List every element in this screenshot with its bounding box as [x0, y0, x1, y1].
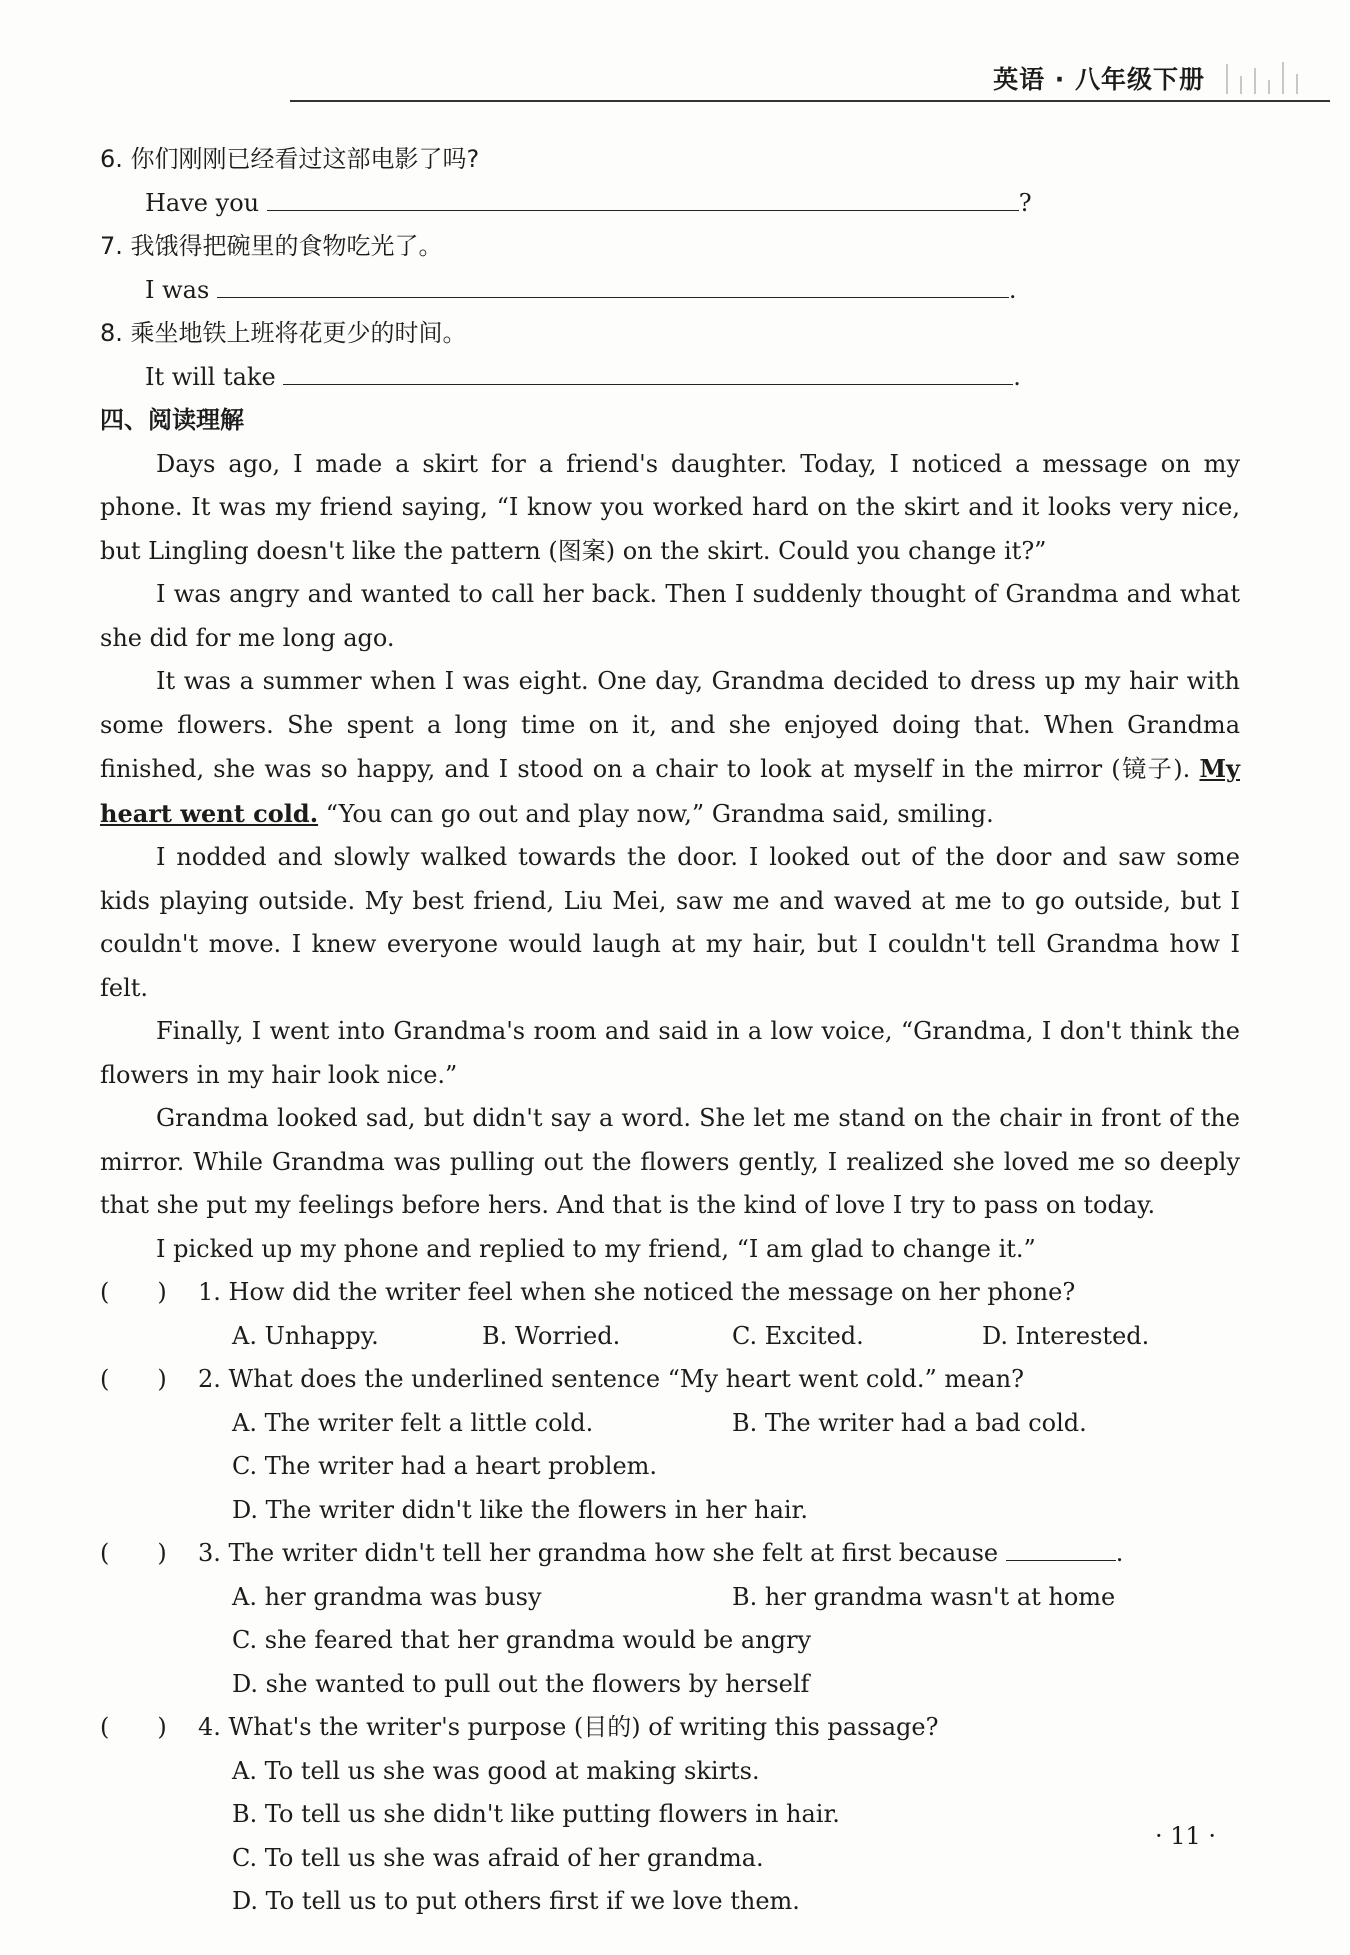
question-number: 2. — [198, 1365, 221, 1393]
option[interactable]: A. To tell us she was good at making skirts. — [232, 1756, 760, 1785]
option[interactable]: A. her grandma was busy — [232, 1582, 542, 1611]
question-number: 4. — [198, 1713, 221, 1741]
question-text: The writer didn't tell her grandma how she felt at first because — [228, 1539, 999, 1567]
page-content — [100, 138, 1240, 1924]
passage-paragraph-3 — [100, 660, 1240, 836]
translation-item-6 — [100, 138, 1240, 182]
answer-bracket[interactable]: ( ) — [100, 1713, 167, 1741]
answer-blank[interactable] — [1006, 1534, 1116, 1561]
option[interactable]: B. her grandma wasn't at home — [732, 1582, 1116, 1611]
question-2-option-d — [100, 1489, 1240, 1533]
end-punct: . — [1115, 1539, 1124, 1567]
option[interactable]: B. The writer had a bad cold. — [732, 1408, 1087, 1437]
translation-item-8 — [100, 312, 1240, 356]
header-decoration — [1220, 58, 1310, 94]
answer-bracket[interactable]: ( ) — [100, 1365, 167, 1393]
translation-answer-7 — [100, 269, 1240, 313]
question-1-options — [100, 1315, 1240, 1359]
question-1 — [100, 1271, 1240, 1315]
answer-bracket[interactable]: ( ) — [100, 1278, 167, 1306]
question-text: How did the writer feel when she noticed the message on her phone? — [228, 1278, 1076, 1306]
question-number: 1. — [198, 1278, 221, 1306]
answer-prompt: It will take — [145, 362, 276, 391]
answer-blank[interactable] — [267, 184, 1019, 211]
question-number: 3. — [198, 1539, 221, 1567]
header-rule — [290, 100, 1330, 102]
page-header — [290, 56, 1330, 102]
translation-answer-6 — [100, 182, 1240, 226]
option[interactable]: D. To tell us to put others first if we love them. — [232, 1887, 800, 1915]
underlined-sentence: My heart went cold. — [100, 754, 1240, 828]
option[interactable]: D. The writer didn't like the flowers in her hair. — [232, 1495, 809, 1524]
question-4 — [100, 1706, 1240, 1750]
chinese-sentence: 你们刚刚已经看过这部电影了吗? — [130, 145, 480, 173]
question-4-option-a — [100, 1750, 1240, 1794]
chinese-sentence: 我饿得把碗里的食物吃光了。 — [130, 232, 443, 260]
question-text: What does the underlined sentence “My heart went cold.” mean? — [228, 1365, 1024, 1393]
option[interactable]: B. Worried. — [482, 1321, 621, 1350]
item-number: 8. — [100, 319, 123, 347]
translation-item-7 — [100, 225, 1240, 269]
passage-paragraph-4: I nodded and slowly walked towards the door. I looked out of the door and saw some kids playing outside. My best friend, Liu Mei, saw me and waved at me to go outside, but I couldn't move. I knew everyone would laugh at my hair, but I couldn't tell Grandma how I felt. — [100, 843, 1240, 1002]
passage-paragraph-5: Finally, I went into Grandma's room and said in a low voice, “Grandma, I don't think the flowers in my hair look nice.” — [100, 1017, 1240, 1089]
question-3 — [100, 1532, 1240, 1576]
passage-paragraph-1: Days ago, I made a skirt for a friend's daughter. Today, I noticed a message on my phone. It was my friend saying, “I know you worked hard on the skirt and it looks very nice, but Lingling doesn't like the pattern (图案) on the skirt. Could you change it?” — [100, 449, 1240, 565]
header-title: 英语 · 八年级下册 — [993, 65, 1205, 94]
section-title: 四、阅读理解 — [100, 406, 244, 434]
item-number: 6. — [100, 145, 123, 173]
question-2-option-c — [100, 1445, 1240, 1489]
question-4-option-b — [100, 1793, 1240, 1837]
passage-paragraph-2: I was angry and wanted to call her back. Then I suddenly thought of Grandma and what she did for me long ago. — [100, 580, 1240, 652]
option[interactable]: C. she feared that her grandma would be angry — [232, 1626, 812, 1654]
option[interactable]: C. The writer had a heart problem. — [232, 1452, 658, 1480]
passage-paragraph-7: I picked up my phone and replied to my friend, “I am glad to change it.” — [156, 1234, 1036, 1263]
answer-blank[interactable] — [283, 358, 1013, 385]
paragraph-text: It was a summer when I was eight. One day, Grandma decided to dress up my hair with some flowers. She spent a long time on it, and she enjoyed doing that. When Grandma finished, she was so happy, and I stood on a chair to look at myself in the mirror (镜子). — [100, 667, 1240, 783]
question-2 — [100, 1358, 1240, 1402]
translation-answer-8 — [100, 356, 1240, 400]
question-3-option-d — [100, 1663, 1240, 1707]
passage-paragraph-6: Grandma looked sad, but didn't say a word. She let me stand on the chair in front of the mirror. While Grandma was pulling out the flowers gently, I realized she loved me so deeply that she put my feelings before hers. And that is the kind of love I try to pass on today. — [100, 1104, 1240, 1219]
end-punct: . — [1008, 275, 1017, 304]
option[interactable]: C. Excited. — [732, 1321, 864, 1350]
question-3-option-c — [100, 1619, 1240, 1663]
option[interactable]: D. Interested. — [982, 1321, 1150, 1350]
page-number: · 11 · — [1155, 1822, 1217, 1850]
answer-blank[interactable] — [217, 271, 1009, 298]
answer-bracket[interactable]: ( ) — [100, 1539, 167, 1567]
option[interactable]: A. The writer felt a little cold. — [232, 1408, 594, 1437]
question-4-option-d — [100, 1880, 1240, 1924]
question-text: What's the writer's purpose (目的) of writing this passage? — [228, 1713, 939, 1741]
end-punct: ? — [1018, 188, 1032, 217]
option[interactable]: A. Unhappy. — [232, 1321, 379, 1350]
option[interactable]: C. To tell us she was afraid of her grandma. — [232, 1843, 764, 1872]
item-number: 7. — [100, 232, 123, 260]
answer-prompt: Have you — [145, 188, 260, 217]
option[interactable]: D. she wanted to pull out the flowers by herself — [232, 1669, 810, 1698]
option[interactable]: B. To tell us she didn't like putting flowers in hair. — [232, 1800, 840, 1828]
paragraph-text: “You can go out and play now,” Grandma said, smiling. — [325, 799, 994, 828]
answer-prompt: I was — [145, 275, 210, 304]
question-2-options — [100, 1402, 1240, 1446]
question-3-options — [100, 1576, 1240, 1620]
question-4-option-c — [100, 1837, 1240, 1881]
end-punct: . — [1013, 362, 1021, 391]
chinese-sentence: 乘坐地铁上班将花更少的时间。 — [130, 319, 467, 347]
